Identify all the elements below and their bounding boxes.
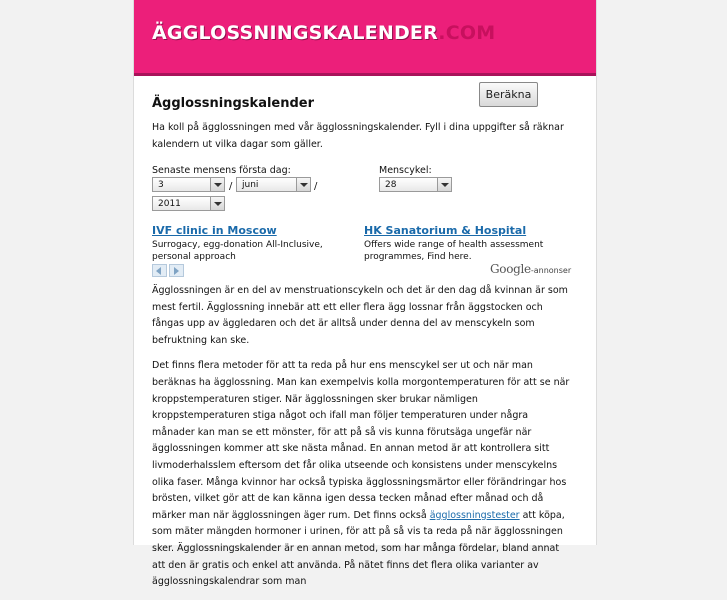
date-separator: / (229, 181, 233, 192)
cycle-select[interactable] (379, 177, 452, 192)
ad-item[interactable] (152, 224, 362, 263)
day-select[interactable] (152, 177, 225, 192)
ad-title-link[interactable]: HK Sanatorium & Hospital (364, 224, 527, 237)
arrow-right-icon[interactable] (169, 264, 184, 277)
paragraph-text: Det finns flera metoder för att ta reda på hur ens menscykel ser ut och när man beräknas ha ägglossning. Man kan exempelvis kolla morgontemperaturen för att se när kroppstemperaturen stiger. När ägglossningen sker brukar nämligen kroppstemperaturen stiga något och ifall man följer temperaturen under några månader kan man se ett mönster, för att på så vis kunna förutsäga ungefär när ägglossningen kommer att ske nästa månad. En annan metod är att kontrollera sitt livmoderhalsslem eftersom det får olika utseende och konsistens under menscykelns olika faser. Många kvinnor har också typiska ägglossningsmärtor eller förändringar hos brösten, vilket gör att de kan känna igen dessa tecken månad efter månad och då märker man när ägglossningen äger rum. Det finns också (152, 360, 570, 521)
main-content (152, 95, 582, 600)
day-select-value: 3 (158, 180, 164, 190)
intro-text: Ha koll på ägglossningen med vår ägglossningskalender. Fyll i dina uppgifter så räknar kalendern ut vilka dagar som gäller. (152, 122, 564, 150)
ads-by-google[interactable] (490, 262, 571, 276)
google-logo: Google (490, 262, 531, 276)
site-header (134, 0, 596, 76)
logo-tld-text: .COM (438, 22, 496, 44)
month-select-value: juni (242, 180, 259, 190)
ad-navigation (152, 264, 186, 283)
calendar-form (152, 165, 582, 221)
article-paragraph: Ägglossningen är en del av menstruationscykeln och det är den dag då kvinnan är som mest fertil. Ägglossning innebär att ett eller flera ägg lossnar från äggstocken och fångas upp av äggledaren och det är alltså under denna del av menscykeln som befruktning kan ske. (152, 285, 568, 346)
ad-title-link[interactable]: IVF clinic in Moscow (152, 224, 277, 237)
date-separator: / (314, 181, 318, 192)
period-start-label: Senaste mensens första dag: (152, 165, 291, 176)
ad-description: Offers wide range of health assessment programmes, Find here. (364, 240, 544, 262)
logo-main-text: ÄGGLOSSNINGSKALENDER (152, 22, 439, 44)
cycle-select-value: 28 (385, 180, 397, 190)
site-logo[interactable] (152, 22, 495, 44)
ad-item[interactable] (364, 224, 554, 263)
calculate-button[interactable]: Beräkna (479, 82, 538, 107)
ads-label: -annonser (530, 266, 572, 275)
ad-block (152, 224, 582, 279)
article-paragraph (152, 358, 572, 590)
cycle-label: Menscykel: (379, 165, 432, 176)
paragraph-text: att köpa, som mäter mängden hormoner i urinen, för att på så vis ta reda på när ägglossningen sker. Ägglossningskalender är en annan metod, som har många fördelar, bland annat att den är gratis och enkel att använda. På nätet finns det flera olika varianter av ägglossningskalendrar som man (152, 509, 565, 588)
year-select-value: 2011 (158, 199, 181, 209)
chevron-down-icon (296, 178, 310, 191)
page-container (133, 0, 597, 588)
page-title: Ägglossningskalender (152, 96, 315, 111)
chevron-down-icon (210, 178, 224, 191)
ovulation-tests-link[interactable]: ägglossningstester (429, 509, 520, 521)
ad-description: Surrogacy, egg-donation All-Inclusive, personal approach (152, 240, 323, 262)
chevron-down-icon (437, 178, 451, 191)
month-select[interactable] (236, 177, 311, 192)
year-select[interactable] (152, 196, 225, 211)
arrow-left-icon[interactable] (152, 264, 167, 277)
chevron-down-icon (210, 197, 224, 210)
